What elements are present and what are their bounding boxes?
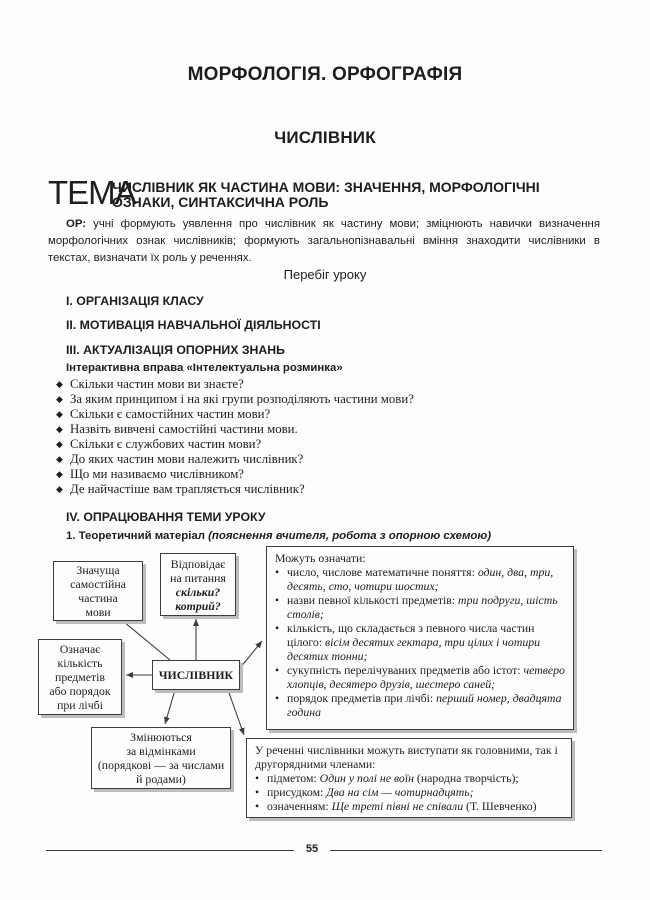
item-label: підметом: bbox=[267, 771, 320, 785]
box-line: кількість bbox=[57, 656, 103, 670]
item-example: перший номер, двадцята година bbox=[287, 691, 562, 719]
box-sentence-role bbox=[246, 738, 572, 818]
heading-organization: I. ОРГАНІЗАЦІЯ КЛАСУ bbox=[66, 294, 204, 308]
item-example: Один у полі не воїн bbox=[319, 771, 414, 785]
item-example: Ще треті півні не співали bbox=[331, 799, 464, 813]
exercise-title: Інтерактивна вправа «Інтелектуальна розминка» bbox=[66, 362, 343, 374]
theory-note: (пояснення вчителя, робота з опорною схемою) bbox=[208, 530, 492, 542]
list-item bbox=[275, 621, 565, 663]
item-text: порядок предметів при лічбі: bbox=[287, 691, 437, 705]
item-example: вісім десятих гектара, три цілих і чотири десятих тонни; bbox=[287, 635, 541, 663]
list-item bbox=[275, 663, 565, 691]
box-declension bbox=[91, 727, 231, 789]
arrow-to-zmin bbox=[165, 690, 175, 724]
list-item bbox=[255, 785, 563, 799]
item-text: кількість, що складається з певного числа частин цілого: bbox=[287, 621, 535, 649]
item-text: назви певної кількості предметів: bbox=[287, 593, 459, 607]
list-item: ◆ Назвіть вивчені самостійні частини мови. bbox=[56, 422, 616, 437]
box-line: Значуща bbox=[76, 563, 120, 577]
chapter-title: ЧИСЛІВНИК bbox=[274, 128, 376, 147]
box-question: скільки? bbox=[175, 584, 221, 599]
section-title: МОРФОЛОГІЯ. ОРФОГРАФІЯ bbox=[187, 64, 463, 85]
item-text: число, числове математичне поняття: bbox=[287, 565, 478, 579]
heading-topic-work: IV. ОПРАЦЮВАННЯ ТЕМИ УРОКУ bbox=[66, 510, 266, 524]
op-text: учні формують уявлення про числівник як частину мови; зміцнюють навички визначення морфологічних ознак числівників; формують загальнопізнавальні вміння знаходити числівники в текстах, визначати їх роль у реченнях. bbox=[48, 218, 600, 264]
item-label: означенням: bbox=[267, 799, 332, 813]
heading-motivation: II. МОТИВАЦІЯ НАВЧАЛЬНОЇ ДІЯЛЬНОСТІ bbox=[66, 318, 321, 332]
box-title: Можуть означати: bbox=[275, 551, 366, 565]
arrow-to-mozh bbox=[240, 641, 262, 668]
lesson-title: ЧИСЛІВНИК ЯК ЧАСТИНА МОВИ: ЗНАЧЕННЯ, МОРФОЛОГІЧНІ ОЗНАКИ, СИНТАКСИЧНА РОЛЬ bbox=[112, 179, 540, 210]
list-item: ◆ До яких частин мови належить числівник? bbox=[56, 452, 616, 467]
list-item bbox=[255, 799, 563, 813]
list-item: ◆ Де найчастіше вам трапляється числівник? bbox=[56, 482, 616, 497]
item-example: три подруги, шість столів; bbox=[287, 593, 558, 621]
list-item bbox=[275, 593, 565, 621]
box-significant bbox=[53, 561, 143, 621]
arrow-to-znach bbox=[118, 617, 170, 660]
footer-rule-left bbox=[46, 850, 294, 851]
list-item: ◆ Скільки частин мови ви знаєте? bbox=[56, 377, 616, 392]
page-number: 55 bbox=[305, 843, 319, 855]
box-answers-question bbox=[160, 553, 236, 616]
item-example: один, два, три, десять, сто, чотири шостих; bbox=[287, 565, 554, 593]
item-label: присудком: bbox=[267, 785, 327, 799]
theory-label: 1. Теоретичний матеріал bbox=[66, 530, 205, 542]
box-line: Означає bbox=[59, 642, 101, 656]
item-example: четверо хлопців, десятеро друзів, шестеро саней; bbox=[287, 663, 565, 691]
list-item: ◆ Скільки є самостійних частин мови? bbox=[56, 407, 616, 422]
core-label: ЧИСЛІВНИК bbox=[158, 668, 234, 682]
box-line: Змінюються bbox=[130, 730, 192, 744]
box-line: частина bbox=[78, 591, 118, 605]
list-item: ◆ Що ми називаємо числівником? bbox=[56, 467, 616, 482]
box-core-numeral bbox=[152, 660, 240, 690]
box-line: (порядкові — за числами bbox=[97, 758, 225, 772]
item-source: (народна творчість); bbox=[413, 771, 519, 785]
item-example: Два на сім — чотирнадцять; bbox=[326, 785, 474, 799]
op-label: ОР: bbox=[66, 218, 87, 230]
box-line: предметів bbox=[55, 670, 105, 684]
tema-label: ТЕМА bbox=[48, 174, 136, 211]
list-item bbox=[255, 771, 563, 785]
box-line: на питання bbox=[170, 570, 226, 585]
lesson-course-heading: Перебіг уроку bbox=[283, 267, 367, 282]
box-question: котрий? bbox=[175, 598, 221, 613]
box-meanings bbox=[266, 546, 574, 730]
list-item bbox=[275, 691, 565, 719]
box-line: самостійна bbox=[70, 577, 126, 591]
heading-actualization: III. АКТУАЛІЗАЦІЯ ОПОРНИХ ЗНАНЬ bbox=[66, 343, 286, 357]
box-quantity bbox=[38, 639, 122, 715]
box-line: або порядок bbox=[49, 684, 111, 698]
list-item: ◆ За яким принципом і на які групи розподіляють частини мови? bbox=[56, 392, 616, 407]
item-text: сукупність перелічуваних предметів або істот: bbox=[287, 663, 524, 677]
box-line: за відмінками bbox=[126, 744, 196, 758]
item-source: (Т. Шевченко) bbox=[463, 799, 537, 813]
list-item: ◆ Скільки є службових частин мови? bbox=[56, 437, 616, 452]
box-line: мови bbox=[85, 605, 111, 619]
box-line: й родами) bbox=[136, 772, 186, 786]
footer-rule-right bbox=[330, 850, 602, 851]
box-intro: У реченні числівники можуть виступати як головними, так і другорядними членами: bbox=[255, 743, 558, 771]
box-line: Відповідає bbox=[170, 556, 226, 571]
box-line: при лічбі bbox=[57, 698, 103, 712]
list-item bbox=[275, 565, 565, 593]
